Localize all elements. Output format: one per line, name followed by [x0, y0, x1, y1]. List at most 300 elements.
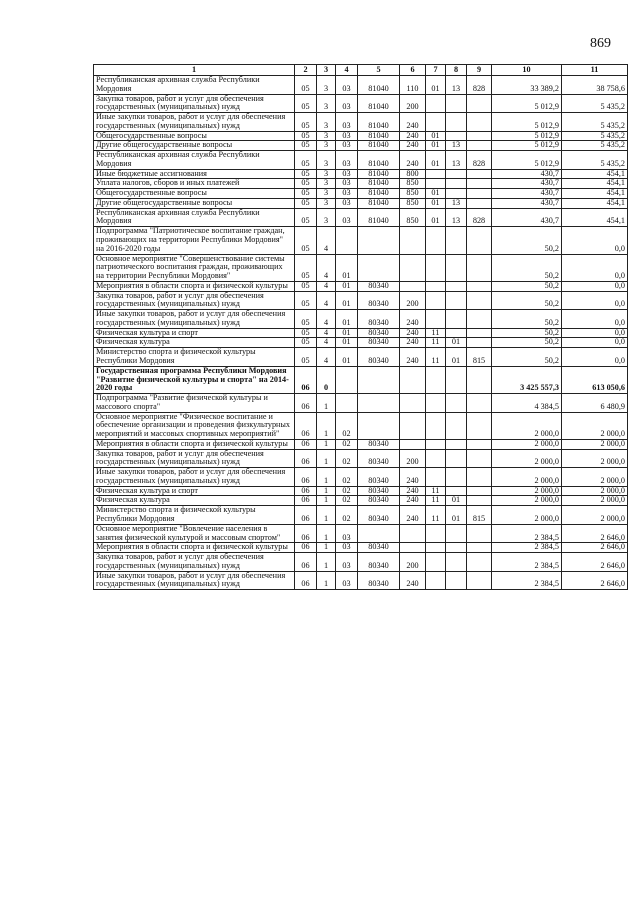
program-code: 01 [336, 254, 358, 281]
department-code [467, 524, 492, 543]
sub-chapter-code: 13 [446, 151, 467, 170]
amount-year-1: 2 000,0 [492, 412, 562, 439]
row-name: Республиканская архивная служба Республики Мордовия [94, 76, 295, 95]
sub-chapter-code [446, 394, 467, 413]
amount-year-2: 2 000,0 [562, 468, 628, 487]
section-code: 06 [295, 506, 317, 525]
amount-year-1: 430,7 [492, 179, 562, 189]
table-row [94, 310, 628, 329]
table-row [94, 486, 628, 496]
sub-chapter-code [446, 486, 467, 496]
table-row [94, 449, 628, 468]
chapter-code [426, 439, 446, 449]
amount-year-2: 0,0 [562, 291, 628, 310]
amount-year-1: 2 384,5 [492, 543, 562, 553]
sub-chapter-code [446, 328, 467, 338]
expense-code [358, 254, 400, 281]
program-code: 03 [336, 151, 358, 170]
amount-year-1: 50,2 [492, 348, 562, 367]
section-code: 06 [295, 412, 317, 439]
chapter-code: 11 [426, 506, 446, 525]
chapter-code: 01 [426, 198, 446, 208]
department-code [467, 94, 492, 113]
row-name: Физическая культура [94, 496, 295, 506]
expense-code: 80340 [358, 449, 400, 468]
program-code [336, 227, 358, 254]
type-code [400, 281, 426, 291]
type-code: 240 [400, 468, 426, 487]
table-row [94, 131, 628, 141]
amount-year-1: 50,2 [492, 291, 562, 310]
department-code [467, 394, 492, 413]
chapter-code [426, 179, 446, 189]
table-body [94, 76, 628, 590]
chapter-code [426, 394, 446, 413]
type-code: 240 [400, 328, 426, 338]
row-name: Закупка товаров, работ и услуг для обеспечения государственных (муниципальных) нужд [94, 553, 295, 572]
chapter-code [426, 254, 446, 281]
type-code: 240 [400, 348, 426, 367]
amount-year-2: 2 000,0 [562, 506, 628, 525]
department-code [467, 468, 492, 487]
table-row [94, 254, 628, 281]
sub-chapter-code [446, 254, 467, 281]
row-name: Мероприятия в области спорта и физической культуры [94, 439, 295, 449]
column-header: 7 [426, 65, 446, 76]
amount-year-2: 2 000,0 [562, 496, 628, 506]
subsection-code: 4 [317, 291, 336, 310]
chapter-code: 01 [426, 131, 446, 141]
program-code [336, 394, 358, 413]
type-code [400, 439, 426, 449]
section-code: 06 [295, 496, 317, 506]
section-code: 05 [295, 76, 317, 95]
department-code [467, 198, 492, 208]
section-code: 06 [295, 486, 317, 496]
type-code: 240 [400, 338, 426, 348]
subsection-code: 1 [317, 506, 336, 525]
type-code: 850 [400, 198, 426, 208]
program-code: 03 [336, 141, 358, 151]
expense-code: 80340 [358, 338, 400, 348]
expense-code: 80340 [358, 310, 400, 329]
section-code: 06 [295, 394, 317, 413]
type-code [400, 524, 426, 543]
type-code [400, 543, 426, 553]
subsection-code: 4 [317, 328, 336, 338]
amount-year-1: 3 425 557,3 [492, 366, 562, 393]
expense-code: 80340 [358, 553, 400, 572]
row-name: Физическая культура и спорт [94, 486, 295, 496]
type-code: 240 [400, 571, 426, 590]
expense-code: 80340 [358, 571, 400, 590]
amount-year-2: 38 758,6 [562, 76, 628, 95]
row-name: Физическая культура [94, 338, 295, 348]
type-code: 240 [400, 506, 426, 525]
row-name: Иные закупки товаров, работ и услуг для обеспечения государственных (муниципальных) нужд [94, 310, 295, 329]
amount-year-1: 50,2 [492, 310, 562, 329]
section-code: 05 [295, 189, 317, 199]
section-code: 05 [295, 281, 317, 291]
type-code [400, 227, 426, 254]
department-code: 828 [467, 208, 492, 227]
sub-chapter-code [446, 131, 467, 141]
program-code: 03 [336, 198, 358, 208]
section-code: 06 [295, 468, 317, 487]
chapter-code [426, 468, 446, 487]
subsection-code: 1 [317, 496, 336, 506]
table-row [94, 94, 628, 113]
expense-code: 80340 [358, 348, 400, 367]
sub-chapter-code [446, 449, 467, 468]
program-code: 02 [336, 496, 358, 506]
type-code: 850 [400, 179, 426, 189]
type-code: 850 [400, 208, 426, 227]
sub-chapter-code: 13 [446, 208, 467, 227]
program-code: 01 [336, 310, 358, 329]
amount-year-2: 5 435,2 [562, 131, 628, 141]
department-code [467, 113, 492, 132]
expense-code: 81040 [358, 141, 400, 151]
amount-year-1: 2 000,0 [492, 468, 562, 487]
program-code: 02 [336, 412, 358, 439]
section-code: 05 [295, 94, 317, 113]
amount-year-1: 430,7 [492, 169, 562, 179]
section-code: 05 [295, 291, 317, 310]
amount-year-1: 2 384,5 [492, 553, 562, 572]
amount-year-1: 4 384,5 [492, 394, 562, 413]
column-header: 5 [358, 65, 400, 76]
chapter-code [426, 571, 446, 590]
program-code: 03 [336, 208, 358, 227]
chapter-code [426, 113, 446, 132]
department-code [467, 366, 492, 393]
department-code [467, 227, 492, 254]
program-code: 03 [336, 131, 358, 141]
row-name: Закупка товаров, работ и услуг для обеспечения государственных (муниципальных) нужд [94, 291, 295, 310]
chapter-code: 01 [426, 151, 446, 170]
row-name: Общегосударственные вопросы [94, 189, 295, 199]
type-code [400, 254, 426, 281]
section-code: 05 [295, 208, 317, 227]
chapter-code [426, 366, 446, 393]
amount-year-1: 5 012,9 [492, 151, 562, 170]
section-code: 05 [295, 198, 317, 208]
chapter-code: 11 [426, 338, 446, 348]
subsection-code: 1 [317, 468, 336, 487]
program-code: 01 [336, 328, 358, 338]
expense-code [358, 227, 400, 254]
section-code: 05 [295, 141, 317, 151]
expense-code: 81040 [358, 76, 400, 95]
table-row [94, 328, 628, 338]
department-code [467, 543, 492, 553]
amount-year-1: 2 000,0 [492, 506, 562, 525]
amount-year-2: 2 000,0 [562, 412, 628, 439]
row-name: Иные закупки товаров, работ и услуг для обеспечения государственных (муниципальных) нужд [94, 571, 295, 590]
department-code [467, 412, 492, 439]
chapter-code: 01 [426, 189, 446, 199]
type-code: 800 [400, 169, 426, 179]
expense-code: 81040 [358, 113, 400, 132]
sub-chapter-code: 01 [446, 338, 467, 348]
table-row [94, 113, 628, 132]
row-name: Физическая культура и спорт [94, 328, 295, 338]
table-row [94, 208, 628, 227]
subsection-code: 1 [317, 486, 336, 496]
amount-year-1: 2 000,0 [492, 496, 562, 506]
table-row [94, 189, 628, 199]
amount-year-2: 5 435,2 [562, 113, 628, 132]
subsection-code: 1 [317, 571, 336, 590]
program-code: 01 [336, 338, 358, 348]
chapter-code [426, 94, 446, 113]
type-code: 850 [400, 189, 426, 199]
sub-chapter-code: 01 [446, 348, 467, 367]
section-code: 05 [295, 113, 317, 132]
expense-code: 81040 [358, 198, 400, 208]
program-code: 03 [336, 543, 358, 553]
row-name: Подпрограмма "Развитие физической культуры и массового спорта" [94, 394, 295, 413]
amount-year-2: 0,0 [562, 338, 628, 348]
program-code: 03 [336, 179, 358, 189]
expense-code: 80340 [358, 506, 400, 525]
expense-code: 81040 [358, 131, 400, 141]
type-code: 240 [400, 496, 426, 506]
table-row [94, 198, 628, 208]
subsection-code: 4 [317, 310, 336, 329]
expense-code: 81040 [358, 94, 400, 113]
type-code: 240 [400, 141, 426, 151]
column-header: 4 [336, 65, 358, 76]
chapter-code: 01 [426, 141, 446, 151]
table-row [94, 169, 628, 179]
sub-chapter-code [446, 571, 467, 590]
sub-chapter-code [446, 179, 467, 189]
program-code: 01 [336, 281, 358, 291]
program-code: 03 [336, 169, 358, 179]
sub-chapter-code [446, 310, 467, 329]
program-code: 02 [336, 449, 358, 468]
row-name: Республиканская архивная служба Республики Мордовия [94, 208, 295, 227]
chapter-code [426, 412, 446, 439]
type-code: 240 [400, 151, 426, 170]
page-number: 869 [590, 36, 611, 51]
department-code [467, 169, 492, 179]
subsection-code: 4 [317, 227, 336, 254]
amount-year-2: 2 000,0 [562, 449, 628, 468]
amount-year-2: 613 050,6 [562, 366, 628, 393]
program-code: 03 [336, 113, 358, 132]
department-code: 828 [467, 76, 492, 95]
chapter-code [426, 310, 446, 329]
sub-chapter-code [446, 94, 467, 113]
subsection-code: 3 [317, 94, 336, 113]
amount-year-1: 5 012,9 [492, 141, 562, 151]
column-header: 3 [317, 65, 336, 76]
expense-code [358, 394, 400, 413]
amount-year-2: 5 435,2 [562, 94, 628, 113]
section-code: 05 [295, 348, 317, 367]
chapter-code: 11 [426, 486, 446, 496]
row-name: Другие общегосударственные вопросы [94, 198, 295, 208]
row-name: Министерство спорта и физической культуры Республики Мордовия [94, 348, 295, 367]
expense-code: 80340 [358, 328, 400, 338]
row-name: Мероприятия в области спорта и физической культуры [94, 281, 295, 291]
amount-year-2: 2 646,0 [562, 553, 628, 572]
budget-table [93, 64, 628, 590]
department-code: 828 [467, 151, 492, 170]
section-code: 06 [295, 553, 317, 572]
subsection-code: 4 [317, 254, 336, 281]
sub-chapter-code [446, 468, 467, 487]
header-row [94, 65, 628, 76]
amount-year-1: 50,2 [492, 328, 562, 338]
section-code: 06 [295, 524, 317, 543]
sub-chapter-code [446, 281, 467, 291]
column-header: 10 [492, 65, 562, 76]
table-row [94, 394, 628, 413]
sub-chapter-code [446, 113, 467, 132]
column-header: 8 [446, 65, 467, 76]
amount-year-2: 2 000,0 [562, 486, 628, 496]
expense-code [358, 366, 400, 393]
program-code: 01 [336, 348, 358, 367]
sub-chapter-code [446, 524, 467, 543]
subsection-code: 3 [317, 208, 336, 227]
type-code: 240 [400, 131, 426, 141]
amount-year-2: 2 646,0 [562, 571, 628, 590]
chapter-code [426, 169, 446, 179]
row-name: Основное мероприятие "Совершенствование системы патриотического воспитания граждан, проживающих на территории Республики Мордовия" [94, 254, 295, 281]
expense-code: 81040 [358, 189, 400, 199]
subsection-code: 3 [317, 141, 336, 151]
subsection-code: 3 [317, 189, 336, 199]
section-code: 05 [295, 227, 317, 254]
program-code: 03 [336, 94, 358, 113]
department-code [467, 281, 492, 291]
department-code [467, 553, 492, 572]
column-header: 2 [295, 65, 317, 76]
subsection-code: 3 [317, 113, 336, 132]
department-code [467, 571, 492, 590]
chapter-code: 11 [426, 348, 446, 367]
chapter-code [426, 524, 446, 543]
type-code: 200 [400, 553, 426, 572]
amount-year-2: 2 000,0 [562, 439, 628, 449]
type-code [400, 394, 426, 413]
type-code: 200 [400, 94, 426, 113]
amount-year-2: 5 435,2 [562, 151, 628, 170]
department-code [467, 486, 492, 496]
program-code: 02 [336, 439, 358, 449]
sub-chapter-code [446, 366, 467, 393]
table-row [94, 179, 628, 189]
chapter-code [426, 543, 446, 553]
program-code: 03 [336, 571, 358, 590]
column-header: 11 [562, 65, 628, 76]
expense-code: 80340 [358, 439, 400, 449]
amount-year-1: 50,2 [492, 281, 562, 291]
department-code [467, 449, 492, 468]
section-code: 05 [295, 169, 317, 179]
table-row [94, 439, 628, 449]
section-code: 06 [295, 571, 317, 590]
subsection-code: 4 [317, 348, 336, 367]
department-code [467, 141, 492, 151]
department-code [467, 179, 492, 189]
section-code: 05 [295, 151, 317, 170]
table-row [94, 468, 628, 487]
row-name: Иные бюджетные ассигнования [94, 169, 295, 179]
expense-code: 80340 [358, 496, 400, 506]
amount-year-1: 2 384,5 [492, 524, 562, 543]
type-code: 200 [400, 449, 426, 468]
program-code: 03 [336, 189, 358, 199]
department-code: 815 [467, 348, 492, 367]
section-code: 06 [295, 439, 317, 449]
program-code: 02 [336, 468, 358, 487]
row-name: Иные закупки товаров, работ и услуг для обеспечения государственных (муниципальных) нужд [94, 468, 295, 487]
amount-year-2: 0,0 [562, 281, 628, 291]
amount-year-1: 2 384,5 [492, 571, 562, 590]
amount-year-2: 6 480,9 [562, 394, 628, 413]
table-row [94, 571, 628, 590]
expense-code: 81040 [358, 151, 400, 170]
amount-year-1: 2 000,0 [492, 486, 562, 496]
sub-chapter-code [446, 412, 467, 439]
chapter-code: 01 [426, 76, 446, 95]
amount-year-2: 454,1 [562, 198, 628, 208]
sub-chapter-code [446, 439, 467, 449]
subsection-code: 3 [317, 131, 336, 141]
sub-chapter-code: 13 [446, 141, 467, 151]
amount-year-2: 454,1 [562, 169, 628, 179]
department-code [467, 310, 492, 329]
program-code: 03 [336, 553, 358, 572]
chapter-code [426, 227, 446, 254]
chapter-code [426, 449, 446, 468]
type-code: 110 [400, 76, 426, 95]
table-row [94, 412, 628, 439]
type-code [400, 412, 426, 439]
department-code [467, 328, 492, 338]
amount-year-1: 2 000,0 [492, 449, 562, 468]
department-code [467, 496, 492, 506]
program-code: 01 [336, 291, 358, 310]
amount-year-2: 0,0 [562, 328, 628, 338]
subsection-code: 3 [317, 198, 336, 208]
table-row [94, 338, 628, 348]
chapter-code: 01 [426, 208, 446, 227]
expense-code [358, 412, 400, 439]
subsection-code: 3 [317, 151, 336, 170]
expense-code: 80340 [358, 543, 400, 553]
sub-chapter-code [446, 291, 467, 310]
amount-year-1: 5 012,9 [492, 113, 562, 132]
program-code: 03 [336, 76, 358, 95]
amount-year-2: 0,0 [562, 348, 628, 367]
amount-year-1: 50,2 [492, 227, 562, 254]
section-code: 05 [295, 338, 317, 348]
program-code: 02 [336, 486, 358, 496]
table-row [94, 366, 628, 393]
department-code [467, 189, 492, 199]
amount-year-1: 430,7 [492, 208, 562, 227]
section-code: 05 [295, 328, 317, 338]
expense-code: 80340 [358, 291, 400, 310]
table-row [94, 76, 628, 95]
